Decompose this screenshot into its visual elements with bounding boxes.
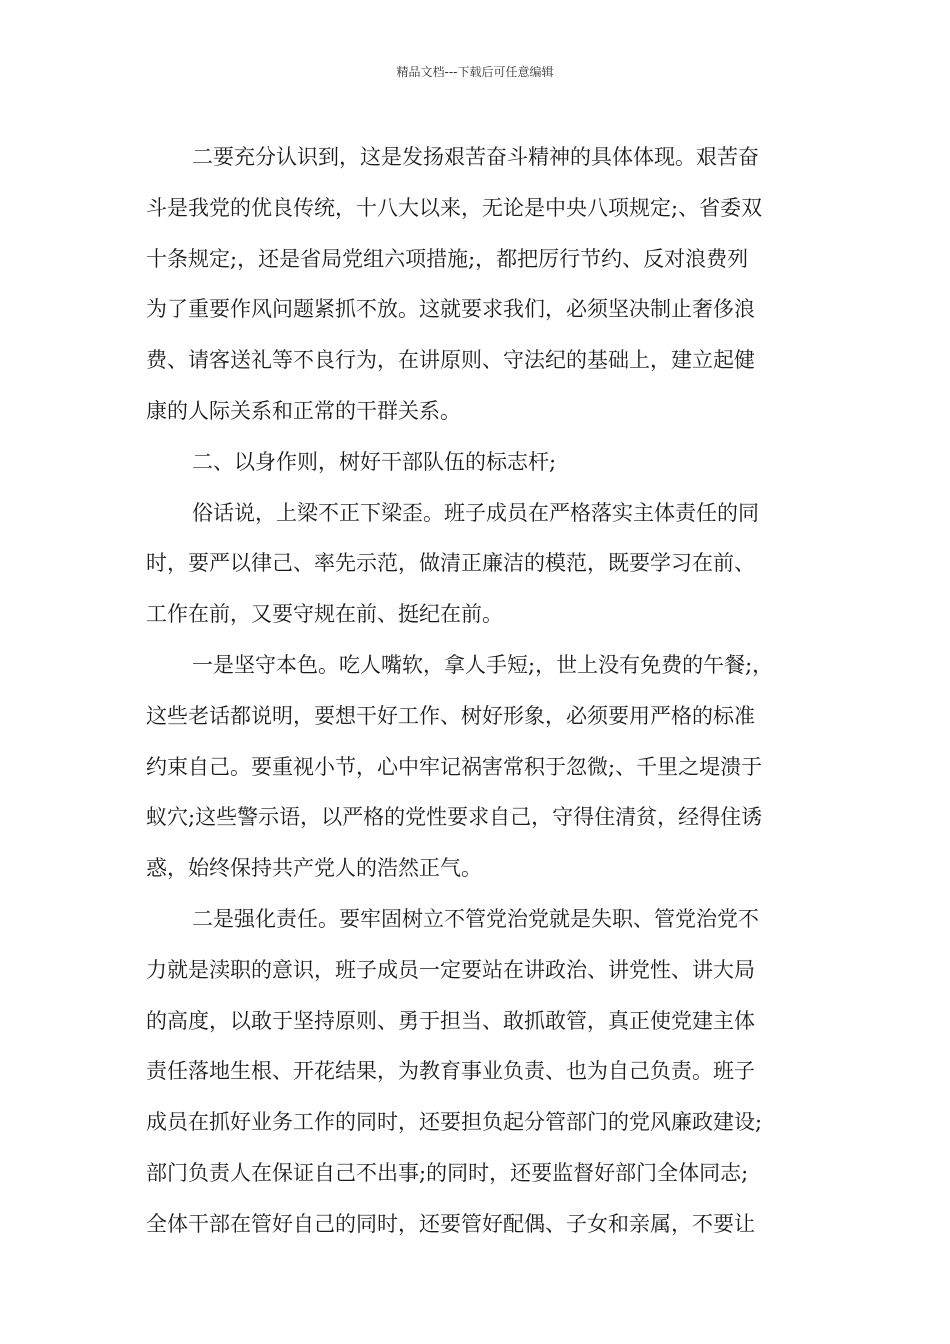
section-heading: 二、以身作则，树好干部队伍的标志杆; bbox=[192, 449, 557, 474]
paragraph-line: 工作在前，又要守规在前、挺纪在前。 bbox=[146, 602, 503, 627]
paragraph-line: 为了重要作风问题紧抓不放。这就要求我们，必须坚决制止奢侈浪 bbox=[146, 297, 755, 322]
paragraph-line: 费、请客送礼等不良行为，在讲原则、守法纪的基础上，建立起健 bbox=[146, 348, 755, 373]
paragraph-line: 一是坚守本色。吃人嘴软，拿人手短;，世上没有免费的午餐;， bbox=[192, 652, 774, 677]
paragraph-line: 这些老话都说明，要想干好工作、树好形象，必须要用严格的标准 bbox=[146, 703, 755, 728]
paragraph-line: 的高度，以敢于坚持原则、勇于担当、敢抓敢管，真正使党建主体 bbox=[146, 1008, 755, 1033]
paragraph-line: 二是强化责任。要牢固树立不管党治党就是失职、管党治党不 bbox=[192, 906, 759, 931]
paragraph-line: 蚁穴;这些警示语，以严格的党性要求自己，守得住清贫，经得住诱 bbox=[146, 805, 763, 830]
paragraph-line: 力就是渎职的意识，班子成员一定要站在讲政治、讲党性、讲大局 bbox=[146, 957, 755, 982]
page-header: 精品文档---下载后可任意编辑 bbox=[396, 65, 554, 79]
paragraph-line: 俗话说，上梁不正下梁歪。班子成员在严格落实主体责任的同 bbox=[192, 500, 759, 525]
paragraph-line: 成员在抓好业务工作的同时，还要担负起分管部门的党风廉政建设; bbox=[146, 1110, 763, 1135]
paragraph-line: 十条规定;，还是省局党组六项措施;，都把厉行节约、反对浪费列 bbox=[146, 246, 749, 271]
paragraph-line: 部门负责人在保证自己不出事;的同时，还要监督好部门全体同志; bbox=[146, 1160, 749, 1185]
document-body bbox=[146, 132, 816, 1250]
paragraph-line: 约束自己。要重视小节，心中牢记祸害常积于忽微;、千里之堤溃于 bbox=[146, 754, 763, 779]
paragraph-line: 时，要严以律己、率先示范，做清正廉洁的模范，既要学习在前、 bbox=[146, 551, 755, 576]
paragraph-line: 二要充分认识到，这是发扬艰苦奋斗精神的具体体现。艰苦奋 bbox=[192, 145, 759, 169]
paragraph-line: 惑，始终保持共产党人的浩然正气。 bbox=[146, 856, 482, 881]
paragraph-line: 全体干部在管好自己的同时，还要管好配偶、子女和亲属，不要让 bbox=[146, 1211, 755, 1236]
paragraph-line: 康的人际关系和正常的干群关系。 bbox=[146, 398, 461, 423]
paragraph-line: 斗是我党的优良传统，十八大以来，无论是中央八项规定;、省委双 bbox=[146, 195, 763, 220]
paragraph-line: 责任落地生根、开花结果，为教育事业负责、也为自己负责。班子 bbox=[146, 1059, 755, 1084]
